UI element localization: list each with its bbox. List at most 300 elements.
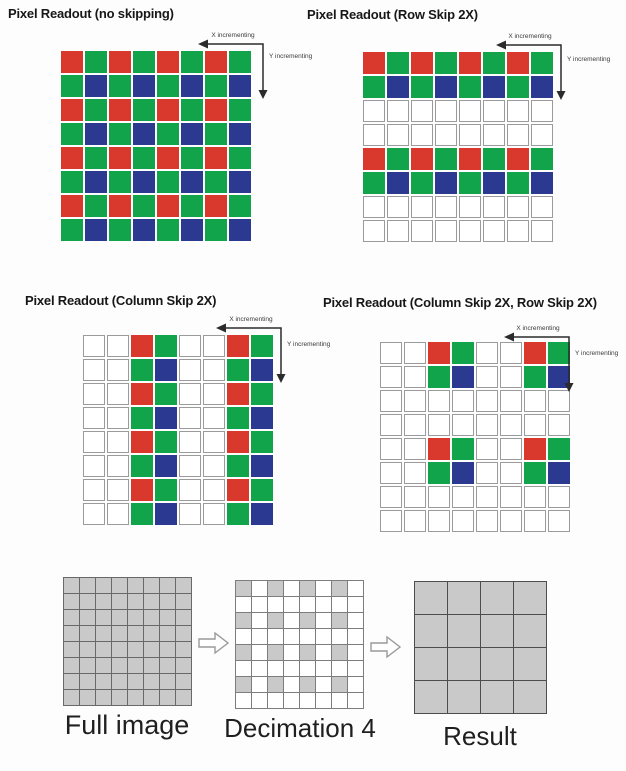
pixel-cell	[251, 479, 273, 501]
pixel-cell	[205, 99, 227, 121]
pixel-cell	[252, 597, 267, 612]
pixel-cell	[157, 99, 179, 121]
pixel-cell	[176, 642, 191, 657]
pixel-cell	[411, 196, 433, 218]
pixel-cell	[415, 615, 447, 647]
pixel-cell	[524, 486, 546, 508]
pixel-cell	[109, 219, 131, 241]
pixel-cell	[483, 148, 505, 170]
pixel-cell	[251, 383, 273, 405]
pixel-cell	[348, 693, 363, 708]
pixel-cell	[251, 407, 273, 429]
pixel-cell	[300, 629, 315, 644]
pixel-cell	[348, 613, 363, 628]
pixel-cell	[332, 693, 347, 708]
pixel-cell	[85, 75, 107, 97]
pixel-cell	[229, 219, 251, 241]
pixel-cell	[483, 124, 505, 146]
pixel-cell	[131, 407, 153, 429]
result-label: Result	[443, 721, 517, 751]
pixel-cell	[507, 76, 529, 98]
pixel-cell	[96, 690, 111, 705]
pixel-cell	[380, 414, 402, 436]
pixel-cell	[531, 124, 553, 146]
pixel-cell	[144, 594, 159, 609]
pixel-cell	[128, 690, 143, 705]
pixel-cell	[452, 390, 474, 412]
pixel-cell	[157, 195, 179, 217]
pixel-cell	[500, 462, 522, 484]
pixel-cell	[348, 581, 363, 596]
pixel-cell	[155, 479, 177, 501]
pixel-cell	[268, 613, 283, 628]
pixel-cell	[411, 124, 433, 146]
pixel-cell	[411, 76, 433, 98]
pixel-cell	[500, 438, 522, 460]
pixel-cell	[112, 658, 127, 673]
pixel-cell	[131, 455, 153, 477]
pixel-cell	[531, 148, 553, 170]
pixel-cell	[387, 124, 409, 146]
pixel-cell	[252, 613, 267, 628]
pixel-cell	[155, 407, 177, 429]
pixel-cell	[332, 661, 347, 676]
pixel-cell	[300, 645, 315, 660]
pixel-cell	[252, 693, 267, 708]
pixel-cell	[348, 645, 363, 660]
pixel-cell	[476, 414, 498, 436]
pixel-cell	[363, 52, 385, 74]
pixel-cell	[435, 220, 457, 242]
pixel-cell	[133, 195, 155, 217]
bayer-grid-row-skip	[363, 52, 553, 242]
pixel-cell	[483, 220, 505, 242]
pixel-cell	[531, 220, 553, 242]
pixel-cell	[524, 366, 546, 388]
pixel-cell	[332, 645, 347, 660]
pixel-cell	[548, 486, 570, 508]
pixel-cell	[112, 690, 127, 705]
y-incrementing-label: Y incrementing	[575, 350, 619, 357]
pixel-cell	[133, 99, 155, 121]
pixel-cell	[203, 383, 225, 405]
pixel-cell	[112, 642, 127, 657]
pixel-cell	[157, 51, 179, 73]
pixel-cell	[404, 486, 426, 508]
pixel-cell	[181, 219, 203, 241]
pixel-cell	[531, 100, 553, 122]
pixel-cell	[236, 661, 251, 676]
pixel-cell	[128, 594, 143, 609]
pixel-cell	[85, 219, 107, 241]
pixel-cell	[507, 172, 529, 194]
pixel-cell	[363, 172, 385, 194]
pixel-cell	[61, 123, 83, 145]
pixel-cell	[452, 486, 474, 508]
pixel-cell	[61, 195, 83, 217]
panel-title-column-row-skip: Pixel Readout (Column Skip 2X, Row Skip 2X)	[323, 295, 597, 310]
pixel-cell	[284, 597, 299, 612]
pixel-cell	[380, 390, 402, 412]
pixel-cell	[181, 75, 203, 97]
pixel-cell	[61, 171, 83, 193]
pixel-cell	[83, 431, 105, 453]
pixel-cell	[507, 148, 529, 170]
pixel-cell	[268, 661, 283, 676]
pixel-cell	[133, 123, 155, 145]
pixel-cell	[179, 407, 201, 429]
pixel-cell	[144, 578, 159, 593]
y-incrementing-label: Y incrementing	[269, 53, 313, 60]
pixel-cell	[507, 100, 529, 122]
pixel-cell	[448, 648, 480, 680]
pixel-cell	[80, 658, 95, 673]
x-incrementing-label: X incrementing	[516, 325, 560, 332]
pixel-cell	[348, 629, 363, 644]
pixel-cell	[459, 148, 481, 170]
pixel-cell	[144, 642, 159, 657]
pixel-cell	[176, 658, 191, 673]
pixel-cell	[332, 581, 347, 596]
pixel-cell	[483, 196, 505, 218]
pixel-cell	[476, 462, 498, 484]
pixel-cell	[428, 342, 450, 364]
pixel-cell	[428, 486, 450, 508]
pixel-cell	[548, 462, 570, 484]
pixel-cell	[404, 390, 426, 412]
pixel-cell	[284, 581, 299, 596]
pixel-cell	[404, 462, 426, 484]
pixel-cell	[176, 594, 191, 609]
pixel-cell	[428, 462, 450, 484]
pixel-cell	[524, 438, 546, 460]
pixel-cell	[61, 219, 83, 241]
pixel-cell	[61, 51, 83, 73]
pixel-cell	[404, 366, 426, 388]
pixel-cell	[157, 219, 179, 241]
pixel-cell	[155, 503, 177, 525]
pixel-cell	[268, 597, 283, 612]
pixel-cell	[428, 438, 450, 460]
pixel-cell	[507, 52, 529, 74]
pixel-cell	[85, 195, 107, 217]
pixel-cell	[107, 455, 129, 477]
panel-title-no-skipping: Pixel Readout (no skipping)	[8, 6, 174, 21]
pixel-cell	[112, 594, 127, 609]
pixel-cell	[181, 123, 203, 145]
pixel-cell	[411, 172, 433, 194]
pixel-cell	[96, 610, 111, 625]
pixel-cell	[85, 99, 107, 121]
pixel-cell	[176, 610, 191, 625]
pixel-cell	[300, 661, 315, 676]
pixel-cell	[157, 147, 179, 169]
pixel-cell	[415, 681, 447, 713]
pixel-cell	[284, 677, 299, 692]
pixel-cell	[236, 597, 251, 612]
pixel-cell	[85, 171, 107, 193]
pixel-cell	[203, 455, 225, 477]
bayer-grid-column-row-skip	[380, 342, 570, 532]
pixel-cell	[452, 414, 474, 436]
pixel-cell	[500, 366, 522, 388]
pixel-cell	[227, 335, 249, 357]
pixel-cell	[133, 147, 155, 169]
pixel-cell	[459, 220, 481, 242]
pixel-cell	[80, 626, 95, 641]
pixel-cell	[459, 124, 481, 146]
pixel-cell	[251, 455, 273, 477]
pixel-cell	[80, 578, 95, 593]
pixel-cell	[404, 414, 426, 436]
pixel-cell	[459, 100, 481, 122]
pixel-cell	[112, 674, 127, 689]
pixel-cell	[83, 503, 105, 525]
panel-title-row-skip: Pixel Readout (Row Skip 2X)	[307, 7, 478, 22]
pixel-cell	[300, 613, 315, 628]
pixel-cell	[387, 100, 409, 122]
pixel-cell	[387, 148, 409, 170]
pixel-cell	[476, 510, 498, 532]
pixel-cell	[128, 658, 143, 673]
pixel-cell	[85, 147, 107, 169]
pixel-cell	[131, 383, 153, 405]
pixel-cell	[252, 581, 267, 596]
pixel-cell	[435, 76, 457, 98]
pixel-cell	[500, 414, 522, 436]
pixel-cell	[483, 172, 505, 194]
pixel-cell	[452, 462, 474, 484]
bayer-grid-column-skip	[83, 335, 273, 525]
pixel-cell	[155, 335, 177, 357]
pixel-cell	[411, 52, 433, 74]
pixel-cell	[80, 642, 95, 657]
pixel-cell	[428, 510, 450, 532]
pixel-cell	[348, 677, 363, 692]
pixel-cell	[476, 366, 498, 388]
pixel-cell	[128, 626, 143, 641]
pixel-cell	[363, 124, 385, 146]
pixel-cell	[203, 407, 225, 429]
pixel-cell	[181, 99, 203, 121]
pixel-cell	[251, 431, 273, 453]
pixel-cell	[252, 677, 267, 692]
pixel-cell	[500, 342, 522, 364]
pixel-cell	[548, 390, 570, 412]
pixel-cell	[481, 615, 513, 647]
pixel-cell	[203, 335, 225, 357]
x-incrementing-label: X incrementing	[211, 32, 255, 39]
pixel-cell	[64, 626, 79, 641]
result-grid	[414, 581, 547, 714]
pixel-cell	[476, 390, 498, 412]
pixel-cell	[155, 455, 177, 477]
pixel-cell	[131, 503, 153, 525]
pixel-cell	[380, 366, 402, 388]
pixel-cell	[107, 359, 129, 381]
pixel-cell	[227, 479, 249, 501]
pixel-cell	[428, 390, 450, 412]
pixel-cell	[316, 661, 331, 676]
pixel-cell	[205, 147, 227, 169]
pixel-cell	[83, 479, 105, 501]
pixel-cell	[109, 99, 131, 121]
pixel-cell	[404, 438, 426, 460]
pixel-cell	[435, 52, 457, 74]
pixel-cell	[109, 75, 131, 97]
pixel-cell	[131, 359, 153, 381]
pixel-cell	[80, 594, 95, 609]
pixel-cell	[179, 335, 201, 357]
pixel-cell	[435, 148, 457, 170]
pixel-cell	[380, 462, 402, 484]
pixel-cell	[514, 648, 546, 680]
pixel-cell	[300, 597, 315, 612]
pixel-cell	[112, 578, 127, 593]
decimation-grid	[235, 580, 364, 709]
pixel-cell	[176, 578, 191, 593]
pixel-cell	[268, 645, 283, 660]
pixel-cell	[452, 342, 474, 364]
pixel-cell	[459, 76, 481, 98]
pixel-cell	[481, 648, 513, 680]
pixel-cell	[300, 693, 315, 708]
pixel-cell	[227, 359, 249, 381]
pixel-cell	[96, 578, 111, 593]
pixel-cell	[205, 123, 227, 145]
pixel-cell	[316, 677, 331, 692]
pixel-cell	[524, 342, 546, 364]
pixel-cell	[85, 51, 107, 73]
pixel-cell	[83, 359, 105, 381]
pixel-cell	[252, 629, 267, 644]
pixel-cell	[131, 335, 153, 357]
pixel-cell	[179, 455, 201, 477]
pixel-cell	[236, 693, 251, 708]
pixel-cell	[268, 693, 283, 708]
pixel-cell	[229, 51, 251, 73]
pixel-cell	[144, 626, 159, 641]
pixel-cell	[227, 431, 249, 453]
pixel-cell	[548, 342, 570, 364]
pixel-cell	[179, 359, 201, 381]
pixel-cell	[483, 52, 505, 74]
pixel-cell	[531, 172, 553, 194]
pixel-cell	[332, 677, 347, 692]
pixel-cell	[203, 479, 225, 501]
panel-title-column-skip: Pixel Readout (Column Skip 2X)	[25, 293, 217, 308]
pixel-cell	[300, 581, 315, 596]
pixel-cell	[500, 486, 522, 508]
pixel-cell	[415, 648, 447, 680]
pixel-cell	[109, 171, 131, 193]
pixel-cell	[160, 690, 175, 705]
pixel-cell	[109, 51, 131, 73]
pixel-cell	[332, 597, 347, 612]
pixel-cell	[252, 645, 267, 660]
pixel-cell	[411, 220, 433, 242]
pixel-cell	[205, 75, 227, 97]
pixel-cell	[181, 51, 203, 73]
pixel-cell	[459, 52, 481, 74]
pixel-cell	[380, 486, 402, 508]
pixel-cell	[96, 674, 111, 689]
pixel-cell	[83, 455, 105, 477]
pixel-cell	[229, 171, 251, 193]
pixel-cell	[524, 390, 546, 412]
pixel-cell	[229, 195, 251, 217]
pixel-cell	[133, 51, 155, 73]
pixel-cell	[80, 674, 95, 689]
pixel-cell	[481, 582, 513, 614]
pixel-cell	[227, 503, 249, 525]
pixel-cell	[96, 594, 111, 609]
pixel-cell	[452, 366, 474, 388]
pixel-cell	[531, 196, 553, 218]
pixel-cell	[107, 335, 129, 357]
y-incrementing-label: Y incrementing	[287, 341, 331, 348]
pixel-cell	[227, 407, 249, 429]
pixel-cell	[179, 503, 201, 525]
pixel-cell	[229, 147, 251, 169]
pixel-cell	[316, 645, 331, 660]
pixel-cell	[107, 383, 129, 405]
pixel-cell	[404, 510, 426, 532]
pixel-cell	[363, 196, 385, 218]
decimation-label: Decimation 4	[224, 713, 376, 743]
pixel-cell	[411, 100, 433, 122]
pixel-cell	[83, 335, 105, 357]
pixel-cell	[80, 690, 95, 705]
pixel-cell	[203, 431, 225, 453]
pixel-cell	[227, 383, 249, 405]
pixel-cell	[112, 626, 127, 641]
pixel-cell	[96, 658, 111, 673]
pixel-cell	[435, 100, 457, 122]
pixel-cell	[380, 438, 402, 460]
pixel-cell	[128, 578, 143, 593]
pixel-cell	[548, 438, 570, 460]
pixel-cell	[268, 629, 283, 644]
pixel-cell	[64, 594, 79, 609]
pixel-cell	[205, 171, 227, 193]
pixel-cell	[252, 661, 267, 676]
pixel-cell	[435, 124, 457, 146]
pixel-cell	[181, 171, 203, 193]
pixel-cell	[109, 147, 131, 169]
pixel-cell	[514, 681, 546, 713]
pixel-cell	[179, 479, 201, 501]
pixel-cell	[181, 147, 203, 169]
pixel-cell	[205, 195, 227, 217]
pixel-cell	[61, 147, 83, 169]
pixel-cell	[61, 75, 83, 97]
pixel-cell	[251, 359, 273, 381]
pixel-cell	[157, 123, 179, 145]
pixel-cell	[459, 172, 481, 194]
pixel-cell	[481, 681, 513, 713]
pixel-cell	[160, 594, 175, 609]
pixel-cell	[107, 407, 129, 429]
pixel-cell	[133, 75, 155, 97]
pixel-cell	[251, 335, 273, 357]
pixel-cell	[176, 690, 191, 705]
pixel-cell	[83, 407, 105, 429]
pixel-cell	[155, 383, 177, 405]
pixel-cell	[435, 172, 457, 194]
pixel-cell	[203, 359, 225, 381]
pixel-cell	[128, 610, 143, 625]
